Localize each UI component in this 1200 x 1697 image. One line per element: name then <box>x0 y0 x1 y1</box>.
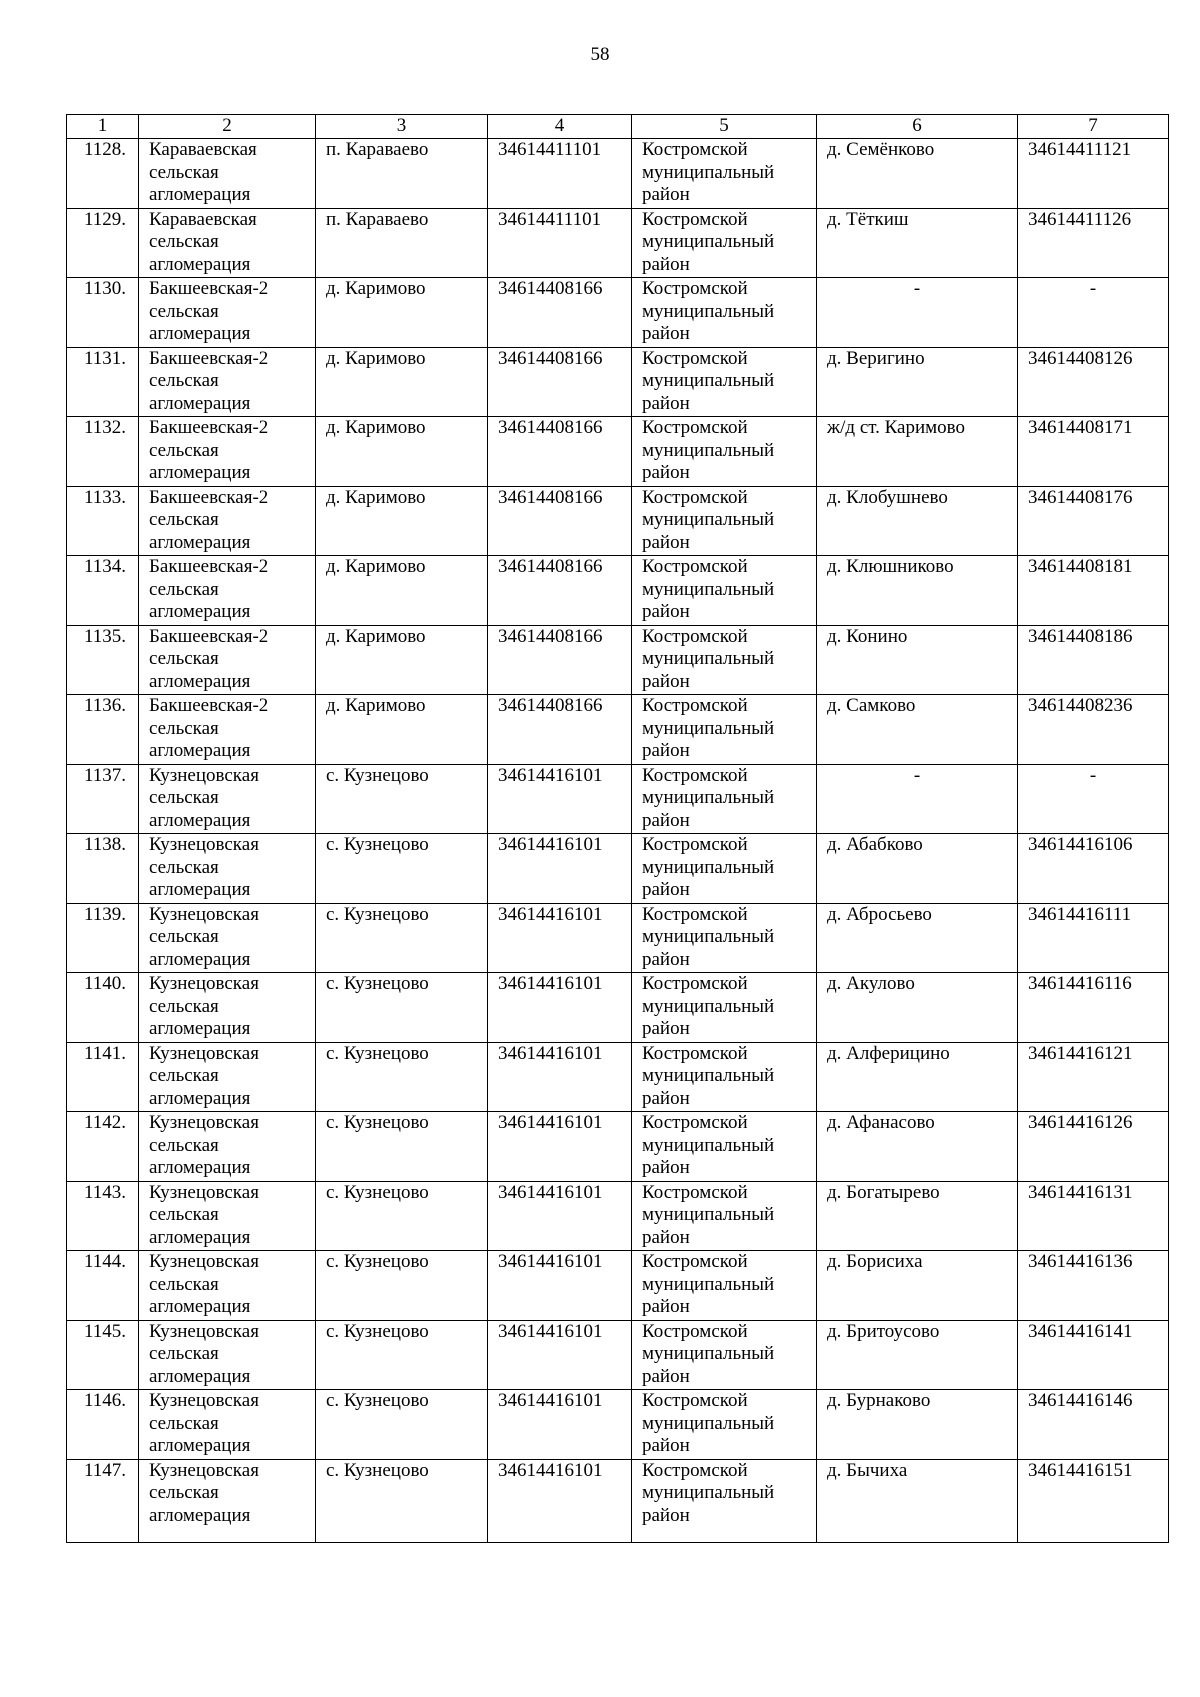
row-number-cell: 1133. <box>67 486 139 556</box>
row-number-cell: 1128. <box>67 139 139 209</box>
settlement-oktmo-cell: 34614416126 <box>1018 1112 1169 1182</box>
settlement-oktmo-cell: 34614408176 <box>1018 486 1169 556</box>
settlement-name-cell: д. Абросьево <box>817 903 1018 973</box>
row-number-cell: 1132. <box>67 417 139 487</box>
agglomeration-name-cell: Кузнецовская сельская агломерация <box>139 1112 316 1182</box>
center-oktmo-cell: 34614408166 <box>488 347 632 417</box>
table-body <box>67 139 1169 1543</box>
row-number-cell: 1145. <box>67 1320 139 1390</box>
table-row <box>67 973 1169 1043</box>
row-number-cell: 1142. <box>67 1112 139 1182</box>
agglomeration-name-cell: Кузнецовская сельская агломерация <box>139 764 316 834</box>
municipal-district-cell: Костромской муниципальный район <box>632 1181 817 1251</box>
row-number-cell: 1134. <box>67 556 139 626</box>
table-row <box>67 1042 1169 1112</box>
settlement-name-cell: д. Борисиха <box>817 1251 1018 1321</box>
agglomeration-name-cell: Бакшеевская-2 сельская агломерация <box>139 278 316 348</box>
settlement-oktmo-cell: 34614416146 <box>1018 1390 1169 1460</box>
row-number-cell: 1144. <box>67 1251 139 1321</box>
agglomeration-name-cell: Кузнецовская сельская агломерация <box>139 1251 316 1321</box>
center-oktmo-cell: 34614408166 <box>488 278 632 348</box>
settlement-name-cell: д. Бритоусово <box>817 1320 1018 1390</box>
municipal-district-cell: Костромской муниципальный район <box>632 1320 817 1390</box>
table-row <box>67 1459 1169 1542</box>
center-oktmo-cell: 34614416101 <box>488 1459 632 1542</box>
agglomeration-table <box>66 114 1169 1543</box>
center-oktmo-cell: 34614416101 <box>488 1181 632 1251</box>
center-settlement-cell: д. Каримово <box>316 695 488 765</box>
column-header-7: 7 <box>1018 115 1169 139</box>
table-row <box>67 903 1169 973</box>
center-oktmo-cell: 34614416101 <box>488 973 632 1043</box>
municipal-district-cell: Костромской муниципальный район <box>632 1390 817 1460</box>
settlement-name-cell: д. Бурнаково <box>817 1390 1018 1460</box>
municipal-district-cell: Костромской муниципальный район <box>632 695 817 765</box>
center-oktmo-cell: 34614416101 <box>488 1042 632 1112</box>
settlement-name-cell: д. Алферицино <box>817 1042 1018 1112</box>
settlement-oktmo-cell: 34614411121 <box>1018 139 1169 209</box>
settlement-oktmo-cell: 34614408181 <box>1018 556 1169 626</box>
table-row <box>67 417 1169 487</box>
center-oktmo-cell: 34614408166 <box>488 695 632 765</box>
agglomeration-name-cell: Кузнецовская сельская агломерация <box>139 1390 316 1460</box>
table-row <box>67 834 1169 904</box>
settlement-name-cell: д. Семёнково <box>817 139 1018 209</box>
center-settlement-cell: д. Каримово <box>316 417 488 487</box>
center-settlement-cell: с. Кузнецово <box>316 834 488 904</box>
table-row <box>67 695 1169 765</box>
row-number-cell: 1129. <box>67 208 139 278</box>
municipal-district-cell: Костромской муниципальный район <box>632 278 817 348</box>
table-row <box>67 278 1169 348</box>
settlement-name-cell: д. Конино <box>817 625 1018 695</box>
settlement-oktmo-cell: 34614416141 <box>1018 1320 1169 1390</box>
settlement-name-cell: д. Богатырево <box>817 1181 1018 1251</box>
table-row <box>67 1320 1169 1390</box>
column-header-6: 6 <box>817 115 1018 139</box>
row-number-cell: 1141. <box>67 1042 139 1112</box>
row-number-cell: 1139. <box>67 903 139 973</box>
center-settlement-cell: д. Каримово <box>316 278 488 348</box>
center-oktmo-cell: 34614416101 <box>488 1390 632 1460</box>
municipal-district-cell: Костромской муниципальный район <box>632 903 817 973</box>
row-number-cell: 1131. <box>67 347 139 417</box>
agglomeration-name-cell: Караваевская сельская агломерация <box>139 208 316 278</box>
table-row <box>67 625 1169 695</box>
row-number-cell: 1137. <box>67 764 139 834</box>
municipal-district-cell: Костромской муниципальный район <box>632 1112 817 1182</box>
municipal-district-cell: Костромской муниципальный район <box>632 973 817 1043</box>
table-row <box>67 556 1169 626</box>
center-oktmo-cell: 34614416101 <box>488 834 632 904</box>
agglomeration-name-cell: Кузнецовская сельская агломерация <box>139 834 316 904</box>
center-settlement-cell: с. Кузнецово <box>316 1251 488 1321</box>
row-number-cell: 1146. <box>67 1390 139 1460</box>
table-row <box>67 1251 1169 1321</box>
municipal-district-cell: Костромской муниципальный район <box>632 417 817 487</box>
column-header-3: 3 <box>316 115 488 139</box>
center-settlement-cell: д. Каримово <box>316 486 488 556</box>
settlement-name-cell: д. Клобушнево <box>817 486 1018 556</box>
table-row <box>67 486 1169 556</box>
agglomeration-name-cell: Бакшеевская-2 сельская агломерация <box>139 417 316 487</box>
row-number-cell: 1135. <box>67 625 139 695</box>
center-settlement-cell: с. Кузнецово <box>316 764 488 834</box>
center-oktmo-cell: 34614411101 <box>488 139 632 209</box>
settlement-name-cell: д. Тёткиш <box>817 208 1018 278</box>
municipal-district-cell: Костромской муниципальный район <box>632 1459 817 1542</box>
table-row <box>67 139 1169 209</box>
center-settlement-cell: с. Кузнецово <box>316 973 488 1043</box>
settlement-oktmo-cell: 34614408126 <box>1018 347 1169 417</box>
row-number-cell: 1136. <box>67 695 139 765</box>
center-settlement-cell: д. Каримово <box>316 347 488 417</box>
settlement-name-cell: д. Бычиха <box>817 1459 1018 1542</box>
column-header-2: 2 <box>139 115 316 139</box>
settlement-oktmo-cell: 34614408236 <box>1018 695 1169 765</box>
municipal-district-cell: Костромской муниципальный район <box>632 1251 817 1321</box>
settlement-name-cell: д. Абабково <box>817 834 1018 904</box>
settlement-name-cell: д. Веригино <box>817 347 1018 417</box>
settlement-oktmo-cell: 34614416116 <box>1018 973 1169 1043</box>
center-settlement-cell: с. Кузнецово <box>316 903 488 973</box>
row-number-cell: 1138. <box>67 834 139 904</box>
center-oktmo-cell: 34614416101 <box>488 1251 632 1321</box>
center-settlement-cell: с. Кузнецово <box>316 1042 488 1112</box>
municipal-district-cell: Костромской муниципальный район <box>632 139 817 209</box>
agglomeration-name-cell: Бакшеевская-2 сельская агломерация <box>139 347 316 417</box>
municipal-district-cell: Костромской муниципальный район <box>632 347 817 417</box>
settlement-name-cell: д. Акулово <box>817 973 1018 1043</box>
center-oktmo-cell: 34614408166 <box>488 625 632 695</box>
page-number: 58 <box>590 44 610 65</box>
municipal-district-cell: Костромской муниципальный район <box>632 625 817 695</box>
municipal-district-cell: Костромской муниципальный район <box>632 486 817 556</box>
column-header-5: 5 <box>632 115 817 139</box>
municipal-district-cell: Костромской муниципальный район <box>632 764 817 834</box>
center-oktmo-cell: 34614408166 <box>488 417 632 487</box>
settlement-name-cell: д. Клюшниково <box>817 556 1018 626</box>
settlement-oktmo-cell: 34614416131 <box>1018 1181 1169 1251</box>
agglomeration-name-cell: Кузнецовская сельская агломерация <box>139 903 316 973</box>
table-row <box>67 347 1169 417</box>
center-oktmo-cell: 34614416101 <box>488 903 632 973</box>
row-number-cell: 1140. <box>67 973 139 1043</box>
agglomeration-name-cell: Кузнецовская сельская агломерация <box>139 1042 316 1112</box>
agglomeration-name-cell: Караваевская сельская агломерация <box>139 139 316 209</box>
municipal-district-cell: Костромской муниципальный район <box>632 208 817 278</box>
center-oktmo-cell: 34614416101 <box>488 1112 632 1182</box>
agglomeration-name-cell: Бакшеевская-2 сельская агломерация <box>139 625 316 695</box>
settlement-name-cell: - <box>817 278 1018 348</box>
settlement-oktmo-cell: 34614416121 <box>1018 1042 1169 1112</box>
settlement-name-cell: д. Самково <box>817 695 1018 765</box>
settlement-oktmo-cell: 34614411126 <box>1018 208 1169 278</box>
center-settlement-cell: д. Каримово <box>316 625 488 695</box>
center-oktmo-cell: 34614408166 <box>488 556 632 626</box>
agglomeration-name-cell: Бакшеевская-2 сельская агломерация <box>139 695 316 765</box>
municipal-district-cell: Костромской муниципальный район <box>632 556 817 626</box>
municipal-district-cell: Костромской муниципальный район <box>632 834 817 904</box>
center-settlement-cell: п. Караваево <box>316 139 488 209</box>
settlement-oktmo-cell: 34614416136 <box>1018 1251 1169 1321</box>
settlement-name-cell: - <box>817 764 1018 834</box>
center-settlement-cell: п. Караваево <box>316 208 488 278</box>
center-settlement-cell: с. Кузнецово <box>316 1390 488 1460</box>
settlement-name-cell: ж/д ст. Каримово <box>817 417 1018 487</box>
agglomeration-name-cell: Кузнецовская сельская агломерация <box>139 1320 316 1390</box>
table-row <box>67 764 1169 834</box>
column-header-4: 4 <box>488 115 632 139</box>
settlement-name-cell: д. Афанасово <box>817 1112 1018 1182</box>
center-settlement-cell: с. Кузнецово <box>316 1112 488 1182</box>
agglomeration-name-cell: Кузнецовская сельская агломерация <box>139 1459 316 1542</box>
settlement-oktmo-cell: - <box>1018 764 1169 834</box>
agglomeration-name-cell: Бакшеевская-2 сельская агломерация <box>139 556 316 626</box>
settlement-oktmo-cell: 34614408171 <box>1018 417 1169 487</box>
table-row <box>67 1390 1169 1460</box>
agglomeration-name-cell: Бакшеевская-2 сельская агломерация <box>139 486 316 556</box>
center-settlement-cell: с. Кузнецово <box>316 1459 488 1542</box>
agglomeration-name-cell: Кузнецовская сельская агломерация <box>139 973 316 1043</box>
table-row <box>67 1181 1169 1251</box>
settlement-oktmo-cell: 34614416106 <box>1018 834 1169 904</box>
agglomeration-name-cell: Кузнецовская сельская агломерация <box>139 1181 316 1251</box>
table-header-row <box>67 115 1169 139</box>
municipal-district-cell: Костромской муниципальный район <box>632 1042 817 1112</box>
center-oktmo-cell: 34614411101 <box>488 208 632 278</box>
center-oktmo-cell: 34614416101 <box>488 764 632 834</box>
row-number-cell: 1130. <box>67 278 139 348</box>
column-header-1: 1 <box>67 115 139 139</box>
center-settlement-cell: д. Каримово <box>316 556 488 626</box>
center-settlement-cell: с. Кузнецово <box>316 1320 488 1390</box>
row-number-cell: 1143. <box>67 1181 139 1251</box>
settlement-oktmo-cell: 34614416151 <box>1018 1459 1169 1542</box>
center-oktmo-cell: 34614416101 <box>488 1320 632 1390</box>
row-number-cell: 1147. <box>67 1459 139 1542</box>
settlement-oktmo-cell: - <box>1018 278 1169 348</box>
center-settlement-cell: с. Кузнецово <box>316 1181 488 1251</box>
table-row <box>67 1112 1169 1182</box>
settlement-oktmo-cell: 34614408186 <box>1018 625 1169 695</box>
center-oktmo-cell: 34614408166 <box>488 486 632 556</box>
table-row <box>67 208 1169 278</box>
settlement-oktmo-cell: 34614416111 <box>1018 903 1169 973</box>
